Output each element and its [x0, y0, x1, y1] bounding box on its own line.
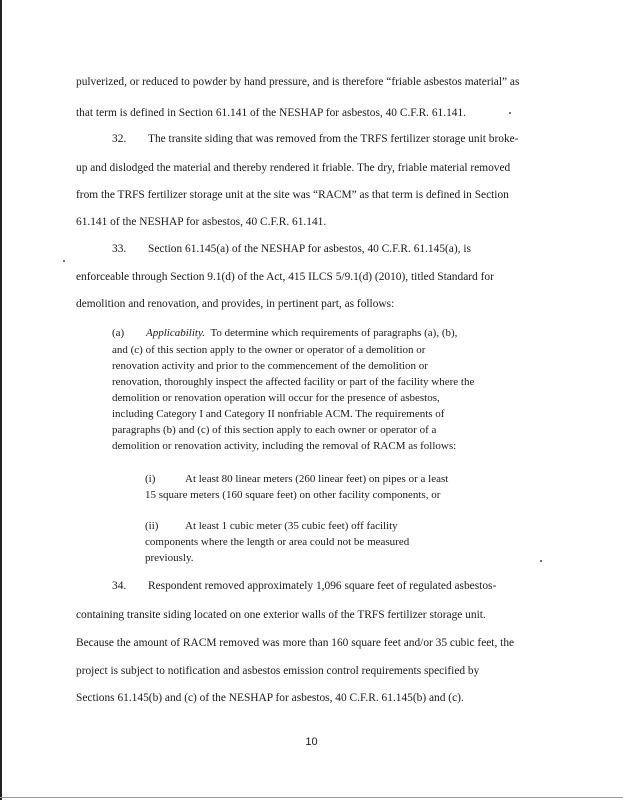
- text-line: up and dislodged the material and thereby rendered it friable. The dry, friable material removed: [76, 162, 511, 174]
- quote-text: To determine which requirements of paragraphs (a), (b),: [210, 327, 458, 339]
- text-line: that term is defined in Section 61.141 of the NESHAP for asbestos, 40 C.F.R. 61.141.: [76, 107, 467, 119]
- text-line: project is subject to notification and asbestos emission control requirements specified by: [76, 665, 480, 677]
- quote-first-line: [112, 326, 457, 341]
- text-line: containing transite siding located on one exterior walls of the TRFS fertilizer storage unit.: [76, 609, 486, 621]
- subitem-i: [145, 471, 448, 487]
- text-line: Section 61.145(a) of the NESHAP for asbestos, 40 C.F.R. 61.145(a), is: [148, 243, 471, 255]
- scan-speck: [509, 112, 511, 114]
- paragraph-34: [112, 580, 496, 592]
- subitem-line: 15 square meters (160 square feet) on other facility components, or: [145, 489, 441, 501]
- text-line: pulverized, or reduced to powder by hand pressure, and is therefore “friable asbestos material” as: [76, 76, 520, 88]
- quote-line: demolition or renovation activity, including the removal of RACM as follows:: [112, 440, 457, 452]
- subitem-text: At least 1 cubic meter (35 cubic feet) off facility: [185, 520, 398, 532]
- subitem-label: (ii): [145, 520, 159, 532]
- paragraph-number: 34.: [112, 580, 127, 592]
- paragraph-number: 33.: [112, 243, 127, 255]
- scan-bottom-edge: [0, 797, 623, 798]
- quote-label: (a): [112, 327, 125, 339]
- text-line: The transite siding that was removed from the TRFS fertilizer storage unit broke-: [148, 133, 519, 145]
- paragraph-33: [112, 243, 471, 255]
- text-line: enforceable through Section 9.1(d) of the Act, 415 ILCS 5/9.1(d) (2010), titled Standard for: [76, 271, 494, 283]
- page-number: 10: [305, 736, 318, 748]
- quote-line: demolition or renovation operation will occur for the presence of asbestos,: [112, 392, 440, 404]
- quote-line: and (c) of this section apply to the owner or operator of a demolition or: [112, 344, 426, 356]
- subitem-ii: [145, 518, 398, 534]
- text-line: demolition and renovation, and provides, in pertinent part, as follows:: [76, 298, 395, 310]
- quote-line: including Category I and Category II nonfriable ACM. The requirements of: [112, 408, 445, 420]
- subitem-label: (i): [145, 473, 156, 485]
- text-line: 61.141 of the NESHAP for asbestos, 40 C.F.R. 61.141.: [76, 216, 327, 228]
- text-line: Because the amount of RACM removed was more than 160 square feet and/or 35 cubic feet, the: [76, 637, 515, 649]
- subitem-text: At least 80 linear meters (260 linear feet) on pipes or a least: [185, 473, 449, 485]
- quote-line: renovation activity and prior to the commencement of the demolition or: [112, 360, 428, 372]
- paragraph-32: [112, 133, 519, 145]
- quote-line: paragraphs (b) and (c) of this section apply to each owner or operator of a: [112, 424, 437, 436]
- text-line: Respondent removed approximately 1,096 square feet of regulated asbestos-: [148, 580, 497, 592]
- scan-speck: [540, 560, 542, 562]
- text-line: Sections 61.145(b) and (c) of the NESHAP for asbestos, 40 C.F.R. 61.145(b) and (c).: [76, 692, 464, 704]
- scan-speck: [63, 260, 65, 262]
- text-line: from the TRFS fertilizer storage unit at the site was “RACM” as that term is defined in Section: [76, 189, 509, 201]
- subitem-line: components where the length or area could not be measured: [145, 536, 410, 548]
- paragraph-number: 32.: [112, 133, 127, 145]
- quote-heading: Applicability.: [146, 327, 205, 339]
- scan-left-edge: [0, 0, 2, 800]
- subitem-line: previously.: [145, 552, 194, 564]
- quote-line: renovation, thoroughly inspect the affected facility or part of the facility where the: [112, 376, 475, 388]
